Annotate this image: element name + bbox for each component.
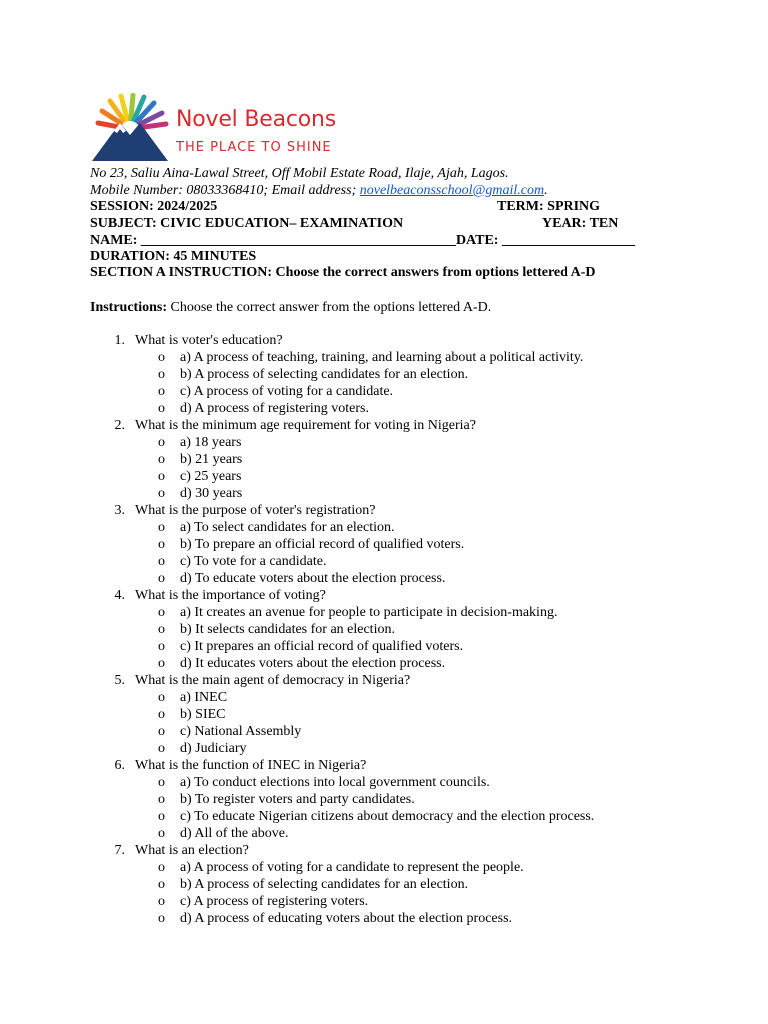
- session-label: SESSION: 2024/2025: [90, 199, 218, 214]
- logo-brand-name: Novel Beacons: [176, 107, 337, 132]
- subject-label: SUBJECT: CIVIC EDUCATION– EXAMINATION: [90, 216, 404, 231]
- option-bullet: o: [158, 605, 165, 620]
- option-bullet: o: [158, 520, 165, 535]
- option-bullet: o: [158, 435, 165, 450]
- option-text: a) A process of teaching, training, and learning about a political activity.: [180, 350, 584, 365]
- option-text: b) A process of selecting candidates for an election.: [180, 877, 469, 892]
- answer-option: [0, 451, 768, 468]
- option-bullet: o: [158, 401, 165, 416]
- instructions-text: Choose the correct answer from the options lettered A-D.: [167, 300, 492, 315]
- question-number: 4.: [114, 588, 125, 603]
- question-item: [0, 757, 768, 774]
- option-bullet: o: [158, 469, 165, 484]
- answer-option: [0, 893, 768, 910]
- option-bullet: o: [158, 860, 165, 875]
- option-text: c) A process of voting for a candidate.: [180, 384, 394, 399]
- option-bullet: o: [158, 486, 165, 501]
- logo-tagline: THE PLACE TO SHINE: [176, 140, 332, 155]
- school-address: No 23, Saliu Aina-Lawal Street, Off Mobil Estate Road, Ilaje, Ajah, Lagos.: [90, 166, 509, 181]
- duration-label: DURATION: 45 MINUTES: [90, 249, 257, 264]
- answer-option: [0, 383, 768, 400]
- option-text: a) INEC: [180, 690, 228, 705]
- option-text: d) A process of registering voters.: [180, 401, 369, 416]
- answer-option: [0, 655, 768, 672]
- question-text: What is the purpose of voter's registration?: [135, 503, 376, 518]
- option-text: d) All of the above.: [180, 826, 289, 841]
- answer-option: [0, 859, 768, 876]
- option-text: d) To educate voters about the election process.: [180, 571, 446, 586]
- option-text: c) 25 years: [180, 469, 242, 484]
- answer-option: [0, 400, 768, 417]
- option-bullet: o: [158, 741, 165, 756]
- option-bullet: o: [158, 707, 165, 722]
- answer-option: [0, 604, 768, 621]
- option-bullet: o: [158, 792, 165, 807]
- question-text: What is the function of INEC in Nigeria?: [135, 758, 367, 773]
- answer-option: [0, 536, 768, 553]
- option-bullet: o: [158, 384, 165, 399]
- option-text: d) It educates voters about the election process.: [180, 656, 446, 671]
- answer-option: [0, 519, 768, 536]
- option-text: c) To educate Nigerian citizens about democracy and the election process.: [180, 809, 595, 824]
- option-text: c) To vote for a candidate.: [180, 554, 327, 569]
- answer-option: [0, 638, 768, 655]
- answer-option: [0, 349, 768, 366]
- answer-option: [0, 434, 768, 451]
- answer-option: [0, 808, 768, 825]
- contact-text: Mobile Number: 08033368410; Email address;: [90, 183, 360, 198]
- answer-option: [0, 366, 768, 383]
- option-text: c) National Assembly: [180, 724, 302, 739]
- option-bullet: o: [158, 537, 165, 552]
- sun-mountain-icon: [90, 93, 170, 165]
- option-text: c) A process of registering voters.: [180, 894, 369, 909]
- option-bullet: o: [158, 911, 165, 926]
- question-number: 5.: [114, 673, 125, 688]
- question-number: 3.: [114, 503, 125, 518]
- answer-option: [0, 774, 768, 791]
- question-text: What is the importance of voting?: [135, 588, 326, 603]
- option-text: d) 30 years: [180, 486, 243, 501]
- answer-option: [0, 910, 768, 927]
- answer-option: [0, 740, 768, 757]
- option-text: b) It selects candidates for an election.: [180, 622, 395, 637]
- question-item: [0, 672, 768, 689]
- year-label: YEAR: TEN: [542, 216, 619, 231]
- question-text: What is an election?: [135, 843, 249, 858]
- question-item: [0, 587, 768, 604]
- question-list: [0, 332, 768, 927]
- option-bullet: o: [158, 809, 165, 824]
- question-text: What is voter's education?: [135, 333, 283, 348]
- option-text: a) To conduct elections into local government councils.: [180, 775, 490, 790]
- option-text: b) SIEC: [180, 707, 226, 722]
- school-contact: [90, 183, 548, 199]
- answer-option: [0, 553, 768, 570]
- question-number: 7.: [114, 843, 125, 858]
- contact-suffix: .: [544, 183, 548, 198]
- option-bullet: o: [158, 554, 165, 569]
- option-text: a) To select candidates for an election.: [180, 520, 395, 535]
- option-text: b) To prepare an official record of qualified voters.: [180, 537, 465, 552]
- option-text: a) It creates an avenue for people to participate in decision-making.: [180, 605, 558, 620]
- term-label: TERM: SPRING: [497, 199, 601, 214]
- instructions-label: Instructions:: [90, 300, 168, 315]
- option-bullet: o: [158, 639, 165, 654]
- email-link[interactable]: novelbeaconsschool@gmail.com: [359, 183, 545, 198]
- answer-option: [0, 825, 768, 842]
- answer-option: [0, 791, 768, 808]
- option-text: b) To register voters and party candidates.: [180, 792, 415, 807]
- option-text: b) A process of selecting candidates for an election.: [180, 367, 469, 382]
- answer-option: [0, 706, 768, 723]
- date-field[interactable]: DATE: ___________________: [455, 233, 635, 248]
- answer-option: [0, 876, 768, 893]
- section-instruction: SECTION A INSTRUCTION: Choose the correct answers from options lettered A-D: [90, 265, 596, 280]
- option-bullet: o: [158, 452, 165, 467]
- name-date-row: [90, 233, 635, 249]
- question-text: What is the minimum age requirement for voting in Nigeria?: [135, 418, 476, 433]
- option-text: a) A process of voting for a candidate to represent the people.: [180, 860, 524, 875]
- option-text: d) Judiciary: [180, 741, 247, 756]
- option-text: b) 21 years: [180, 452, 243, 467]
- question-text: What is the main agent of democracy in Nigeria?: [135, 673, 411, 688]
- instructions-line: [90, 300, 491, 316]
- option-bullet: o: [158, 367, 165, 382]
- option-bullet: o: [158, 724, 165, 739]
- question-item: [0, 332, 768, 349]
- option-text: a) 18 years: [180, 435, 242, 450]
- option-bullet: o: [158, 775, 165, 790]
- option-bullet: o: [158, 826, 165, 841]
- answer-option: [0, 570, 768, 587]
- option-bullet: o: [158, 894, 165, 909]
- option-text: d) A process of educating voters about the election process.: [180, 911, 513, 926]
- answer-option: [0, 468, 768, 485]
- question-number: 1.: [114, 333, 125, 348]
- option-bullet: o: [158, 622, 165, 637]
- answer-option: [0, 723, 768, 740]
- answer-option: [0, 485, 768, 502]
- option-bullet: o: [158, 571, 165, 586]
- answer-option: [0, 621, 768, 638]
- question-item: [0, 842, 768, 859]
- option-bullet: o: [158, 690, 165, 705]
- name-field[interactable]: NAME: _____________________________________________: [90, 233, 456, 248]
- option-text: c) It prepares an official record of qualified voters.: [180, 639, 464, 654]
- question-item: [0, 417, 768, 434]
- question-number: 6.: [114, 758, 125, 773]
- school-logo: [90, 93, 356, 165]
- option-bullet: o: [158, 350, 165, 365]
- answer-option: [0, 689, 768, 706]
- option-bullet: o: [158, 877, 165, 892]
- question-item: [0, 502, 768, 519]
- option-bullet: o: [158, 656, 165, 671]
- question-number: 2.: [114, 418, 125, 433]
